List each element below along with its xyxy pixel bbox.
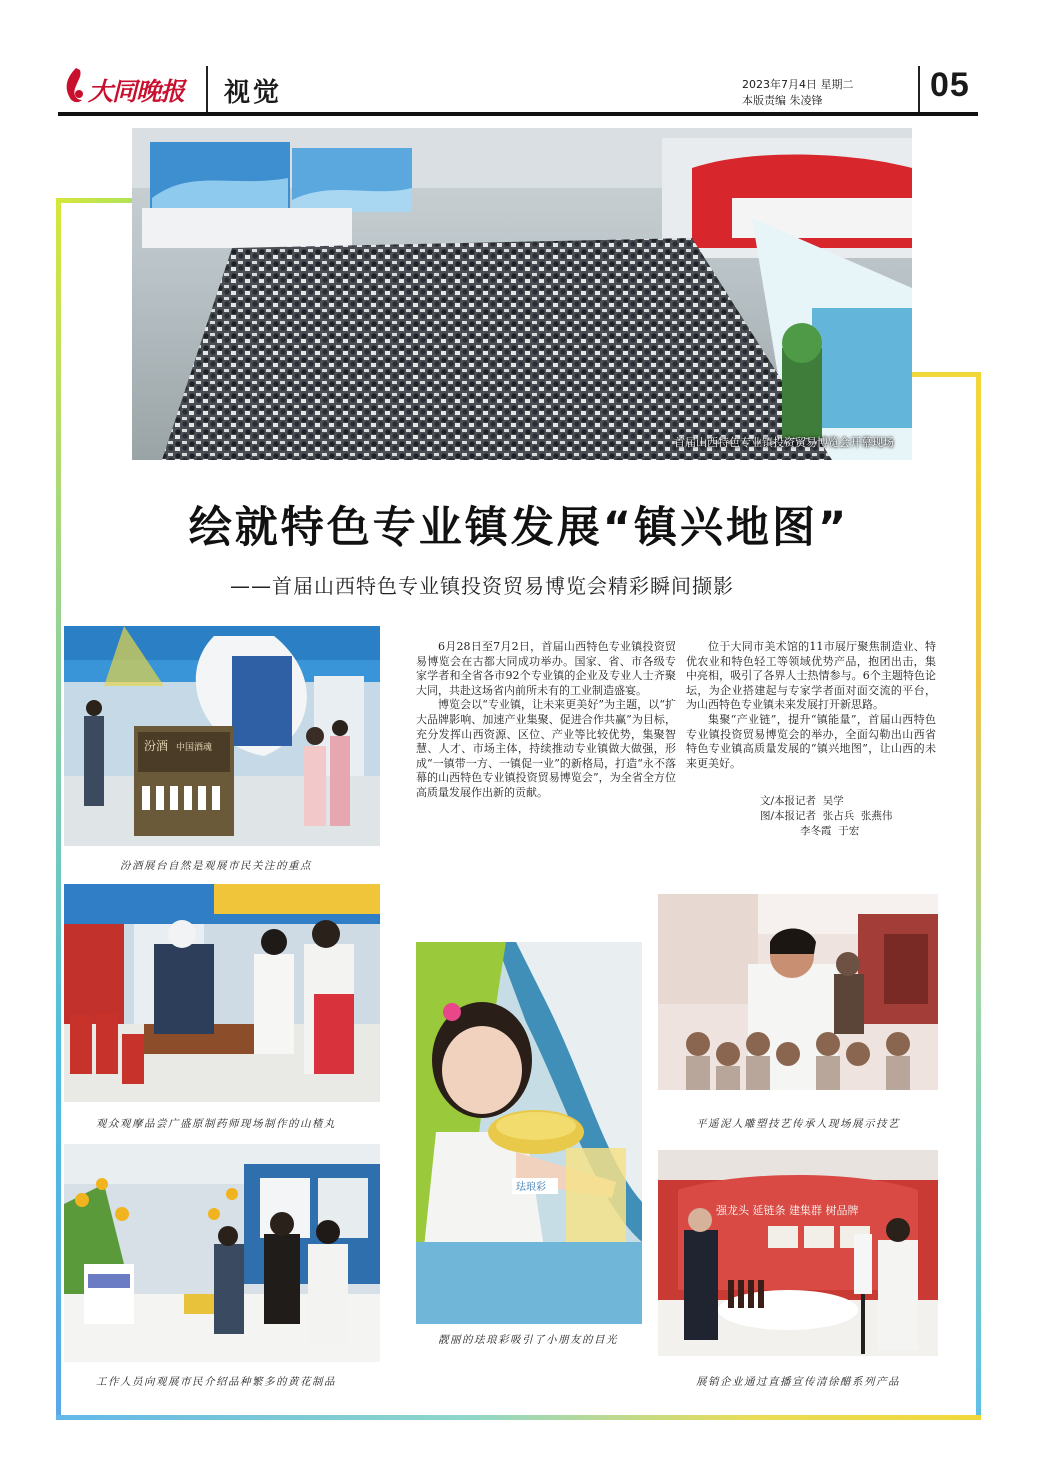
hawthorn-pills-illustration — [64, 884, 380, 1102]
vinegar-livestream-illustration — [658, 1150, 938, 1356]
fenjiu-sign-1: 汾酒 — [144, 739, 169, 753]
article-column-2 — [686, 640, 936, 771]
fenjiu-booth-illustration — [64, 626, 380, 846]
daylily-products-illustration — [64, 1144, 380, 1362]
headline: 绘就特色专业镇发展“镇兴地图” — [188, 503, 850, 553]
article-paragraph: 集聚“产业链”，提升“镇能量”，首届山西特色专业镇投资贸易博览会的举办，全面勾勒出山西省特色专业镇高质量发展的“镇兴地图”，让山西的未来更美好。 — [686, 712, 936, 770]
enamel-girl-photo — [416, 942, 642, 1324]
masthead-divider — [206, 66, 208, 112]
subheadline: ——首届山西特色专业镇投资贸易博览会精彩瞬间撷影 — [230, 574, 734, 598]
newspaper-logo — [62, 64, 190, 110]
article-column-1 — [416, 640, 676, 801]
page-editor: 本版责编 朱凌锋 — [742, 94, 823, 107]
frame-left-strip — [56, 198, 61, 1420]
masthead-rule — [58, 112, 978, 116]
article-paragraph: 博览会以“专业镇，让未来更美好”为主题，以“扩大品牌影响、加速产业集聚、促进合作共赢”为目标，充分发挥山西资源、区位、产业等比较优势，集聚智慧、人才、市场主体，持续推动专业镇做大做强，形成“一镇带一方、一镇促一业”的新格局，打造“永不落幕的山西特色专业镇投资贸易博览会”，为全省全方位高质量发展作出新的贡献。 — [416, 698, 676, 799]
expo-hall-illustration — [132, 128, 912, 460]
article-paragraph: 位于大同市美术馆的11市展厅聚焦制造业、特优农业和特色轻工等领域优势产品，抱团出击，集中亮相，吸引了各界人士热情参与。6个主题特色论坛，为企业搭建起与专家学者面对面交流的平台，为山西特色专业镇未来发展打开新思路。 — [686, 640, 936, 712]
page-number-divider — [918, 66, 920, 112]
enamel-girl-illustration — [416, 942, 642, 1324]
fenjiu-booth-photo — [64, 626, 380, 846]
enamel-girl-caption: 靓丽的珐琅彩吸引了小朋友的目光 — [438, 1334, 618, 1346]
livestream-banner: 强龙头 延链条 建集群 树品牌 — [716, 1204, 859, 1217]
vinegar-livestream-photo — [658, 1150, 938, 1356]
frame-bottom-strip — [56, 1415, 981, 1420]
hero-caption: 首届山西特色专业镇投资贸易博览会开幕现场 — [674, 436, 894, 449]
article-paragraph: 6月28日至7月2日，首届山西特色专业镇投资贸易博览会在古都大同成功举办。国家、省、市各级专家学者和全省各市92个专业镇的企业及专业人士齐聚大同，共赴这场省内前所未有的工业制造盛宴。 — [416, 640, 676, 697]
section-name: 视觉 — [224, 78, 283, 108]
logo-text: 大同晚报 — [88, 77, 185, 106]
frame-top-strip — [56, 198, 134, 203]
hawthorn-pills-caption: 观众观摩品尝广盛原制药师现场制作的山楂丸 — [96, 1118, 336, 1130]
page-number: 05 — [930, 66, 970, 104]
logo-flame-icon — [62, 66, 88, 106]
clay-figures-illustration — [658, 894, 938, 1090]
hero-photo — [132, 128, 912, 460]
clay-figures-photo — [658, 894, 938, 1090]
hawthorn-pills-photo — [64, 884, 380, 1102]
daylily-products-caption: 工作人员向观展市民介绍品种繁多的黄花制品 — [96, 1376, 336, 1388]
vinegar-livestream-caption: 展销企业通过直播宣传清徐醋系列产品 — [696, 1376, 900, 1388]
byline: 文/本报记者 吴学 图/本报记者 张占兵 张燕伟 李冬霞 于宏 — [760, 795, 893, 837]
fenjiu-sign-2: 中国酒魂 — [176, 743, 213, 753]
fenjiu-caption: 汾酒展台自然是观展市民关注的重点 — [120, 860, 312, 872]
issue-date: 2023年7月4日 星期二 — [742, 78, 854, 91]
enamel-label: 珐琅彩 — [516, 1182, 546, 1193]
frame-right-top-strip — [912, 372, 981, 377]
daylily-products-photo — [64, 1144, 380, 1362]
clay-figures-caption: 平遥泥人雕塑技艺传承人现场展示技艺 — [696, 1118, 900, 1130]
